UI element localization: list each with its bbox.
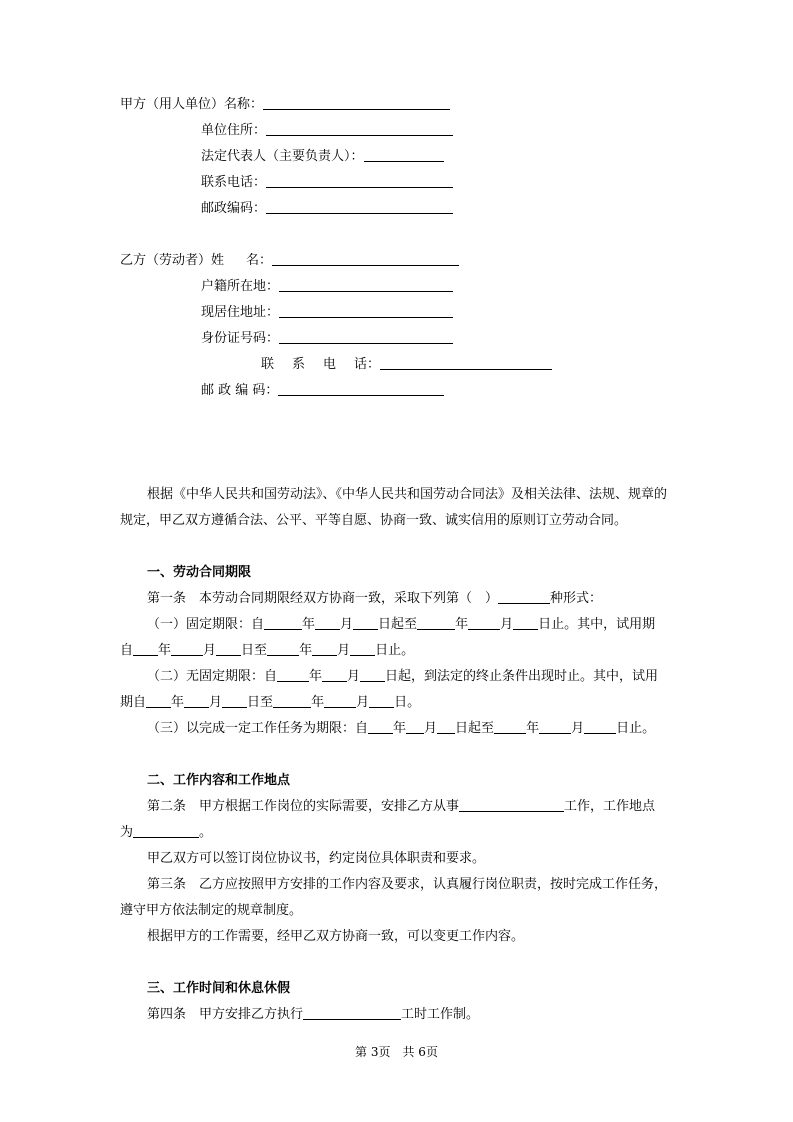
day-to-label: 日至 (241, 643, 268, 658)
day-to-label: 日至 (247, 695, 274, 710)
party-a-phone-blank[interactable] (266, 175, 453, 188)
month-label: 月 (347, 669, 361, 684)
party-a-legal-rep-row (201, 149, 444, 165)
party-b-phone-char-1: 联 (261, 357, 275, 372)
open-probation-end-month-blank[interactable] (324, 695, 356, 708)
party-b-name-label-b: 名： (246, 253, 273, 268)
party-a-phone-row (201, 175, 453, 191)
article-2-line-2-prefix: 为 (120, 825, 134, 840)
article-2-line-1 (147, 799, 655, 815)
task-start-year-blank[interactable] (368, 721, 393, 734)
open-term-line-1 (147, 669, 658, 685)
party-b-id-blank[interactable] (279, 331, 453, 344)
month-label: 月 (571, 721, 585, 736)
fixed-term-line-2 (120, 643, 414, 659)
article-4-text: 第四条 甲方安排乙方执行 (147, 1007, 304, 1022)
job-type-blank[interactable] (459, 799, 564, 812)
party-b-name-row (120, 253, 459, 269)
month-label: 月 (500, 617, 514, 632)
day-dot-label: 日。 (394, 695, 421, 710)
party-b-postcode-row (201, 383, 444, 399)
task-end-day-blank[interactable] (584, 721, 616, 734)
open-term-line-2 (120, 695, 420, 711)
party-a-address-blank[interactable] (266, 123, 453, 136)
party-a-name-blank[interactable] (263, 97, 450, 110)
party-b-residence-row (201, 305, 453, 321)
open-line-2-prefix: 期自 (120, 695, 147, 710)
month-label: 月 (337, 643, 351, 658)
fixed-end-year-blank[interactable] (417, 617, 455, 630)
probation-start-year-blank[interactable] (133, 643, 158, 656)
party-b-phone-blank[interactable] (380, 357, 552, 370)
fixed-end-month-blank[interactable] (468, 617, 500, 630)
year-label: 年 (302, 617, 316, 632)
party-b-name-label-a: 乙方（劳动者）姓 (120, 253, 225, 268)
article-1-text: 第一条 本劳动合同期限经双方协商一致，采取下列第（ ） (147, 591, 499, 606)
article-3-line-1: 第三条 乙方应按照甲方安排的工作内容及要求，认真履行岗位职责，按时完成工作任务， (147, 877, 668, 892)
from-label: 自 (120, 643, 134, 658)
article-2-line-2-suffix: 。 (199, 825, 213, 840)
party-a-postcode-row (201, 201, 453, 217)
party-a-legal-rep-label: 法定代表人（主要负责人）： (201, 149, 364, 164)
open-start-day-blank[interactable] (360, 669, 385, 682)
party-b-phone-char-2: 系 (292, 357, 306, 372)
party-a-legal-rep-blank[interactable] (364, 149, 444, 162)
party-b-residence-blank[interactable] (279, 305, 453, 318)
party-b-postcode-blank[interactable] (278, 383, 444, 396)
article-4 (147, 1007, 479, 1023)
preamble-line-2: 规定，甲乙双方遵循合法、公平、平等自愿、协商一致、诚实信用的原则订立劳动合同。 (120, 513, 628, 528)
year-label: 年 (309, 669, 323, 684)
party-b-phone-char-3: 电 (323, 357, 337, 372)
party-b-residence-label: 现居住地址： (201, 305, 280, 320)
section-1-heading: 一、劳动合同期限 (147, 565, 252, 580)
article-1-choice-blank[interactable] (498, 591, 550, 604)
preamble-line-1: 根据《中华人民共和国劳动法》、《中华人民共和国劳动合同法》及相关法律、法规、规章的 (147, 487, 668, 502)
day-from-label: 日起至 (378, 617, 418, 632)
day-end-label: 日止。 (375, 643, 415, 658)
party-a-name-row (120, 97, 450, 113)
party-a-phone-label: 联系电话： (201, 175, 267, 190)
fixed-start-year-blank[interactable] (264, 617, 302, 630)
year-label: 年 (299, 643, 313, 658)
party-b-household-label: 户籍所在地： (201, 279, 280, 294)
month-label: 月 (340, 617, 354, 632)
post-agreement-para: 甲乙双方可以签订岗位协议书，约定岗位具体职责和要求。 (147, 851, 486, 866)
section-2-heading: 二、工作内容和工作地点 (147, 773, 291, 788)
page-number: 第 3页 共 6页 (355, 1045, 438, 1059)
day-from-label: 日起至 (455, 721, 495, 736)
month-label: 月 (356, 695, 370, 710)
party-b-phone-char-4: 话： (354, 357, 381, 372)
fixed-end-day-blank[interactable] (513, 617, 538, 630)
open-start-year-blank[interactable] (277, 669, 309, 682)
party-b-id-row (201, 331, 453, 347)
fixed-term-line-1 (147, 617, 655, 633)
task-start-month-blank[interactable] (406, 721, 424, 734)
work-location-blank[interactable] (133, 825, 199, 838)
open-start-month-blank[interactable] (322, 669, 347, 682)
fixed-start-month-blank[interactable] (315, 617, 340, 630)
fixed-term-prefix: （一）固定期限：自 (147, 617, 265, 632)
probation-end-day-blank[interactable] (350, 643, 375, 656)
open-probation-start-month-blank[interactable] (184, 695, 209, 708)
party-a-address-row (201, 123, 453, 139)
month-label: 月 (203, 643, 217, 658)
article-2-text: 第二条 甲方根据工作岗位的实际需要，安排乙方从事 (147, 799, 460, 814)
year-label: 年 (393, 721, 407, 736)
work-hours-system-blank[interactable] (303, 1007, 401, 1020)
open-probation-start-day-blank[interactable] (222, 695, 247, 708)
probation-start-day-blank[interactable] (216, 643, 241, 656)
party-a-postcode-blank[interactable] (266, 201, 453, 214)
article-2-suffix: 工作，工作地点 (564, 799, 656, 814)
article-4-suffix: 工时工作制。 (401, 1007, 480, 1022)
fixed-end-text: 日止。其中，试用期 (538, 617, 656, 632)
month-label: 月 (209, 695, 223, 710)
year-label: 年 (455, 617, 469, 632)
open-term-mid-text: 日起，到法定的终止条件出现时止。其中，试用 (385, 669, 659, 684)
probation-start-month-blank[interactable] (171, 643, 203, 656)
party-a-postcode-label: 邮政编码： (201, 201, 267, 216)
party-a-address-label: 单位住所： (201, 123, 267, 138)
party-b-id-label: 身份证号码： (201, 331, 280, 346)
section-3-heading: 三、工作时间和休息休假 (147, 981, 291, 996)
open-probation-end-day-blank[interactable] (369, 695, 394, 708)
party-b-household-row (201, 279, 453, 295)
article-1-suffix: 种形式： (550, 591, 603, 606)
article-3-line-2: 遵守甲方依法制定的规章制度。 (120, 903, 303, 918)
task-end-month-blank[interactable] (539, 721, 571, 734)
year-label: 年 (311, 695, 325, 710)
open-probation-end-year-blank[interactable] (273, 695, 311, 708)
day-end-label: 日止。 (616, 721, 656, 736)
open-probation-start-year-blank[interactable] (146, 695, 171, 708)
party-b-postcode-label: 邮 政 编 码： (201, 383, 279, 398)
probation-end-year-blank[interactable] (267, 643, 299, 656)
year-label: 年 (171, 695, 185, 710)
article-1 (147, 591, 602, 607)
month-label: 月 (424, 721, 438, 736)
party-a-name-label: 甲方（用人单位）名称： (120, 97, 264, 112)
work-change-para: 根据甲方的工作需要，经甲乙双方协商一致，可以变更工作内容。 (147, 929, 525, 944)
task-term-line (147, 721, 655, 737)
task-term-prefix: （三）以完成一定工作任务为期限：自 (147, 721, 369, 736)
year-label: 年 (526, 721, 540, 736)
year-label: 年 (158, 643, 172, 658)
probation-end-month-blank[interactable] (312, 643, 337, 656)
party-b-phone-row (261, 357, 552, 373)
party-b-household-blank[interactable] (279, 279, 453, 292)
fixed-start-day-blank[interactable] (353, 617, 378, 630)
task-start-day-blank[interactable] (437, 721, 455, 734)
task-end-year-blank[interactable] (494, 721, 526, 734)
open-term-prefix: （二）无固定期限：自 (147, 669, 278, 684)
party-b-name-blank[interactable] (272, 253, 459, 266)
article-2-line-2 (120, 825, 212, 841)
